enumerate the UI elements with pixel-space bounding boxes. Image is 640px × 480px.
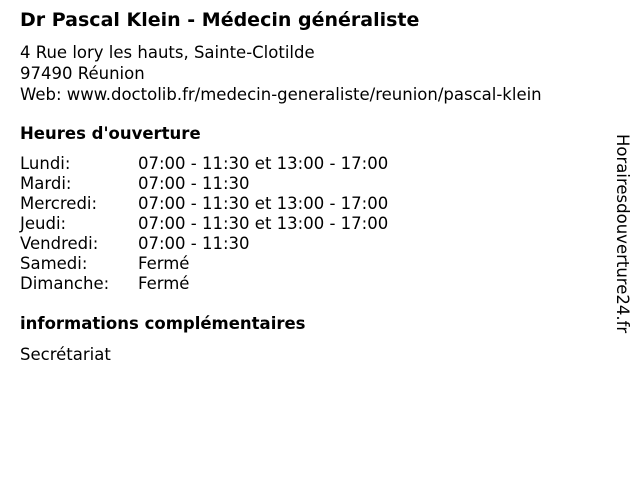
hours-day: Dimanche: [20,274,110,293]
hours-time: 07:00 - 11:30 et 13:00 - 17:00 [138,194,389,213]
site-watermark: Horairesdouverture24.fr [613,134,632,334]
hours-time: Fermé [138,254,190,273]
hours-time: 07:00 - 11:30 [138,174,250,193]
address-street: 4 Rue lory les hauts, Sainte-Clotilde [20,43,315,62]
hours-day: Vendredi: [20,234,99,253]
page-title: Dr Pascal Klein - Médecin généraliste [20,9,420,31]
hours-day: Jeudi: [20,214,67,233]
hours-time: 07:00 - 11:30 [138,234,250,253]
hours-day: Mardi: [20,174,72,193]
hours-time: 07:00 - 11:30 et 13:00 - 17:00 [138,214,389,233]
hours-day: Samedi: [20,254,88,273]
address-postal: 97490 Réunion [20,64,145,83]
hours-time: 07:00 - 11:30 et 13:00 - 17:00 [138,154,389,173]
address-web: Web: www.doctolib.fr/medecin-generaliste/reunion/pascal-klein [20,85,542,104]
extra-info-heading: informations complémentaires [20,314,306,333]
hours-day: Lundi: [20,154,71,173]
hours-time: Fermé [138,274,190,293]
opening-hours-heading: Heures d'ouverture [20,124,201,143]
hours-day: Mercredi: [20,194,98,213]
extra-info-text: Secrétariat [20,345,111,364]
